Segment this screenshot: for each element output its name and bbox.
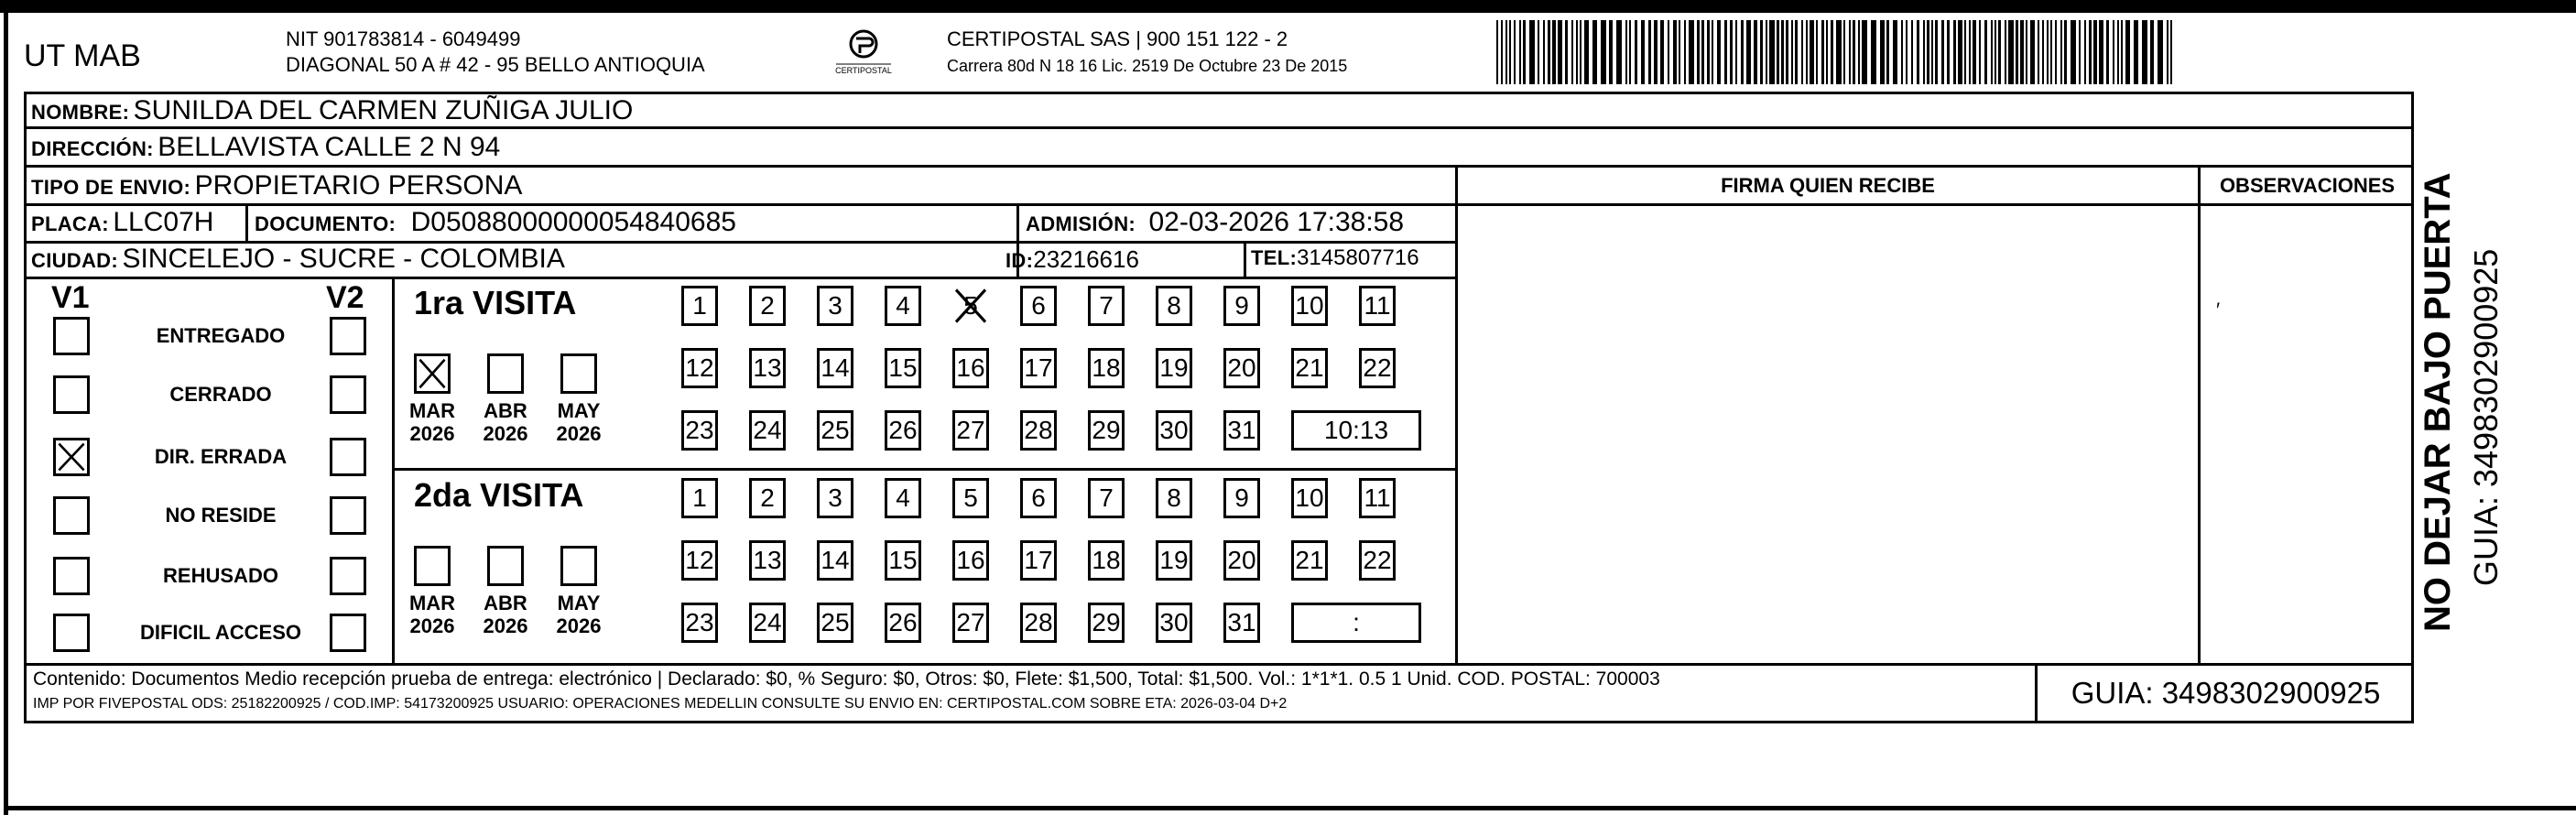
day-box[interactable]: 26 (885, 410, 921, 451)
day-box[interactable]: 29 (1088, 410, 1125, 451)
barcode-bar (2117, 20, 2119, 84)
day-box[interactable]: 28 (1020, 410, 1057, 451)
barcode-bar (1592, 20, 1597, 84)
barcode-bar (1911, 20, 1913, 84)
day-box[interactable]: 12 (681, 540, 718, 581)
day-box[interactable]: 23 (681, 603, 718, 643)
barcode-bar (1849, 20, 1851, 84)
barcode-bar (1543, 20, 1545, 84)
status-label: NO RESIDE (165, 504, 277, 527)
day-box[interactable]: 4 (885, 478, 921, 518)
time-box[interactable]: 10:13 (1291, 410, 1421, 451)
barcode-bar (1801, 20, 1803, 84)
barcode-bar (2089, 20, 2092, 84)
admission-value: 02-03-2026 17:38:58 (1148, 207, 1405, 237)
day-box[interactable]: 18 (1088, 540, 1125, 581)
visit2-title: 2da VISITA (414, 476, 584, 514)
status-v2-checkbox[interactable] (330, 557, 366, 595)
footer-content: Contenido: Documentos Medio recepción prueba de entrega: electrónico | Declarado: $0, % Seguro: $0, Otros: $0, Flete: $1,500, Total: $1,500. Vol.: 1*1*1. 0.5 1 Unid. COD. POSTAL: 700003 (33, 668, 1660, 690)
barcode-bar (1496, 20, 1498, 84)
day-box[interactable]: 27 (952, 410, 989, 451)
barcode-bar (1927, 20, 1929, 84)
day-box[interactable]: 7 (1088, 286, 1125, 326)
status-label: DIR. ERRADA (154, 445, 288, 468)
barcode-bar (2121, 20, 2123, 84)
barcode-bar (1625, 20, 1627, 84)
status-v1-checkbox[interactable] (53, 375, 90, 414)
barcode-bar (1538, 20, 1539, 84)
barcode-bar (1871, 20, 1876, 84)
footer-print-info: IMP POR FIVEPOSTAL ODS: 25182200925 / COD.IMP: 54173200925 USUARIO: OPERACIONES MEDELLIN CONSULTE SU ENVIO EN: CERTIPOSTAL.COM SOBRE ETA: 2026-03-04 D+2 (33, 696, 1288, 712)
barcode-bar (1641, 20, 1645, 84)
day-box[interactable]: 19 (1156, 348, 1192, 388)
barcode-bar (1979, 20, 1981, 84)
barcode-bar (1886, 20, 1889, 84)
visit1-title: 1ra VISITA (414, 284, 577, 321)
top-border (0, 0, 2576, 13)
day-box[interactable]: 21 (1291, 348, 1328, 388)
barcode-bar (1529, 20, 1535, 84)
barcode-bar (1629, 20, 1631, 84)
month-name: MAY (557, 399, 601, 422)
id-cell: ID:23216616 (1005, 245, 1139, 273)
barcode-bar (2150, 20, 2154, 84)
barcode-bar (1806, 20, 1808, 84)
barcode-bar (1654, 20, 1658, 84)
barcode-bar (1679, 20, 1680, 84)
barcode-bar (1712, 20, 1713, 84)
observations-header: OBSERVACIONES (2219, 174, 2396, 197)
plate-cell: PLACA: LLC07H (31, 207, 214, 237)
day-box[interactable]: 29 (1088, 603, 1125, 643)
barcode-bar (1501, 20, 1503, 84)
barcode-bar (1984, 20, 1987, 84)
day-box[interactable]: 6 (1020, 478, 1057, 518)
barcode-bar (1754, 20, 1757, 84)
carrier-license: Carrera 80d N 18 16 Lic. 2519 De Octubre 23 De 2015 (947, 57, 1348, 75)
barcode-bar (2038, 20, 2039, 84)
barcode-bar (1635, 20, 1637, 84)
day-box[interactable]: 22 (1359, 540, 1396, 581)
day-box[interactable]: 4 (885, 286, 921, 326)
barcode-bar (1958, 20, 1962, 84)
no-dejar-warning: NO DEJAR BAJO PUERTA (2418, 172, 2458, 632)
company-nit: NIT 901783814 - 6049499 (286, 27, 521, 50)
barcode-bar (1571, 20, 1573, 84)
barcode-bar (2005, 20, 2006, 84)
month-label (551, 399, 606, 445)
barcode (1496, 20, 2179, 84)
day-box[interactable]: 31 (1223, 410, 1260, 451)
barcode-bar (1826, 20, 1828, 84)
barcode-bar (1730, 20, 1733, 84)
barcode-bar (1660, 20, 1664, 84)
barcode-bar (1769, 20, 1775, 84)
day-box[interactable]: 13 (749, 348, 786, 388)
day-box[interactable]: 23 (681, 410, 718, 451)
cross-mark-icon (56, 440, 87, 473)
id-value: 23216616 (1033, 245, 1139, 273)
month-checkbox[interactable] (560, 353, 597, 394)
day-box[interactable]: 1 (681, 286, 718, 326)
barcode-bar (1994, 20, 1996, 84)
month-label (551, 592, 606, 637)
barcode-bar (2113, 20, 2114, 84)
barcode-bar (1880, 20, 1885, 84)
month-year: 2026 (483, 422, 528, 445)
barcode-bar (1964, 20, 1966, 84)
barcode-bar (2030, 20, 2035, 84)
barcode-bar (1735, 20, 1737, 84)
footer-guia: GUIA: 3498302900925 (2071, 676, 2381, 710)
barcode-bar (1724, 20, 1727, 84)
status-v2-checkbox[interactable] (330, 496, 366, 535)
status-v1-checkbox[interactable] (53, 496, 90, 535)
barcode-bar (1821, 20, 1824, 84)
day-box[interactable]: 14 (817, 540, 853, 581)
status-v1-checkbox[interactable] (53, 317, 90, 355)
day-box[interactable]: 7 (1088, 478, 1125, 518)
side-guia: GUIA: 3498302900925 (2467, 248, 2505, 586)
day-box[interactable]: 30 (1156, 603, 1192, 643)
day-box[interactable]: 27 (952, 603, 989, 643)
day-box[interactable]: 17 (1020, 540, 1057, 581)
day-box[interactable]: 26 (885, 603, 921, 643)
city-value: SINCELEJO - SUCRE - COLOMBIA (122, 244, 565, 274)
barcode-bar (1781, 20, 1784, 84)
barcode-bar (1609, 20, 1613, 84)
month-year: 2026 (556, 614, 602, 637)
address-row: DIRECCIÓN: BELLAVISTA CALLE 2 N 94 (31, 132, 501, 162)
certipostal-logo: CERTIPOSTAL (829, 26, 898, 81)
day-box[interactable]: 9 (1223, 478, 1260, 518)
barcode-bar (1836, 20, 1842, 84)
barcode-bar (1810, 20, 1814, 84)
document-value: D05088000000054840685 (410, 207, 736, 237)
v1-header: V1 (51, 280, 90, 315)
barcode-bar (2008, 20, 2014, 84)
signature-header: FIRMA QUIEN RECIBE (1721, 174, 1935, 197)
barcode-bar (2016, 20, 2018, 84)
day-box[interactable]: 3 (817, 478, 853, 518)
cross-mark-icon (417, 356, 448, 391)
day-box[interactable]: 8 (1156, 478, 1192, 518)
barcode-bar (1648, 20, 1651, 84)
day-box[interactable]: 16 (952, 348, 989, 388)
type-row: TIPO DE ENVIO: PROPIETARIO PERSONA (31, 170, 523, 201)
barcode-bar (2042, 20, 2044, 84)
recipient-name: SUNILDA DEL CARMEN ZUÑIGA JULIO (133, 95, 634, 125)
month-name: ABR (484, 592, 527, 614)
day-box[interactable]: 21 (1291, 540, 1328, 581)
day-box[interactable]: 25 (817, 410, 853, 451)
barcode-bar (2134, 20, 2138, 84)
barcode-bar (1558, 20, 1562, 84)
day-box[interactable]: 20 (1223, 348, 1260, 388)
barcode-bar (1552, 20, 1556, 84)
status-v1-checkbox[interactable] (53, 614, 90, 652)
status-label: REHUSADO (163, 564, 278, 587)
day-box[interactable]: 15 (885, 348, 921, 388)
status-v2-checkbox[interactable] (330, 317, 366, 355)
month-checkbox[interactable] (487, 353, 524, 394)
day-box[interactable]: 14 (817, 348, 853, 388)
carrier-name: CERTIPOSTAL SAS | 900 151 122 - 2 (947, 27, 1288, 50)
v2-header: V2 (326, 280, 364, 315)
month-year: 2026 (556, 422, 602, 445)
barcode-bar (2142, 20, 2147, 84)
status-v2-checkbox[interactable] (330, 438, 366, 476)
barcode-bar (2079, 20, 2081, 84)
day-box[interactable]: 19 (1156, 540, 1192, 581)
barcode-bar (1689, 20, 1694, 84)
month-checkbox[interactable] (487, 546, 524, 586)
month-label (478, 592, 533, 637)
day-box[interactable]: 10 (1291, 286, 1328, 326)
barcode-bar (1923, 20, 1925, 84)
month-label (405, 399, 460, 445)
barcode-bar (1973, 20, 1976, 84)
day-box[interactable]: 6 (1020, 286, 1057, 326)
status-v2-checkbox[interactable] (330, 614, 366, 652)
barcode-bar (2047, 20, 2049, 84)
recipient-address: BELLAVISTA CALLE 2 N 94 (158, 132, 501, 162)
barcode-bar (2167, 20, 2168, 84)
tel-cell: TEL:3145807716 (1251, 245, 1419, 270)
month-year: 2026 (409, 614, 455, 637)
barcode-bar (1565, 20, 1568, 84)
day-box[interactable]: 8 (1156, 286, 1192, 326)
barcode-bar (1707, 20, 1710, 84)
day-box[interactable]: 11 (1359, 478, 1396, 518)
status-label: ENTREGADO (156, 324, 286, 347)
barcode-bar (2050, 20, 2052, 84)
day-box[interactable]: 18 (1088, 348, 1125, 388)
barcode-bar (1717, 20, 1721, 84)
day-box[interactable]: 28 (1020, 603, 1057, 643)
bottom-border (4, 806, 2576, 810)
barcode-bar (2020, 20, 2024, 84)
barcode-bar (1831, 20, 1833, 84)
barcode-bar (1509, 20, 1511, 84)
barcode-bar (1576, 20, 1578, 84)
barcode-bar (1616, 20, 1622, 84)
status-v1-checkbox[interactable] (53, 557, 90, 595)
left-border (4, 0, 8, 815)
barcode-bar (1795, 20, 1798, 84)
barcode-bar (1935, 20, 1938, 84)
barcode-bar (1548, 20, 1550, 84)
barcode-bar (2125, 20, 2130, 84)
month-name: MAR (408, 592, 456, 614)
barcode-bar (1893, 20, 1897, 84)
month-checkbox[interactable] (560, 546, 597, 586)
status-label: DIFICIL ACCESO (139, 621, 301, 644)
barcode-bar (1514, 20, 1516, 84)
day-box[interactable]: 15 (885, 540, 921, 581)
barcode-bar (1505, 20, 1507, 84)
name-row: NOMBRE: SUNILDA DEL CARMEN ZUÑIGA JULIO (31, 95, 634, 125)
barcode-bar (1853, 20, 1855, 84)
day-box[interactable]: 12 (681, 348, 718, 388)
month-checkbox[interactable] (414, 546, 451, 586)
barcode-bar (2170, 20, 2172, 84)
day-box[interactable]: 24 (749, 603, 786, 643)
month-year: 2026 (409, 422, 455, 445)
barcode-bar (2106, 20, 2109, 84)
city-cell: CIUDAD: SINCELEJO - SUCRE - COLOMBIA (31, 244, 565, 274)
tel-value: 3145807716 (1297, 245, 1419, 270)
barcode-bar (1969, 20, 1971, 84)
barcode-bar (1673, 20, 1677, 84)
status-v2-checkbox[interactable] (330, 375, 366, 414)
barcode-bar (2084, 20, 2086, 84)
day-box[interactable]: 20 (1223, 540, 1260, 581)
day-box[interactable]: 1 (681, 478, 718, 518)
month-name: MAR (408, 399, 456, 422)
day-box[interactable]: 9 (1223, 286, 1260, 326)
day-box[interactable]: 30 (1156, 410, 1192, 451)
day-box[interactable]: 5 (952, 478, 989, 518)
plate-value: LLC07H (113, 207, 214, 237)
status-label: CERRADO (169, 383, 272, 406)
day-box[interactable]: 2 (749, 478, 786, 518)
day-box[interactable]: 17 (1020, 348, 1057, 388)
company-name: UT MAB (24, 38, 141, 73)
barcode-bar (1858, 20, 1860, 84)
company-address: DIAGONAL 50 A # 42 - 95 BELLO ANTIOQUIA (286, 53, 705, 76)
month-name: ABR (484, 399, 527, 422)
barcode-bar (1906, 20, 1908, 84)
time-box[interactable]: : (1291, 603, 1421, 643)
month-name: MAY (557, 592, 601, 614)
barcode-bar (2099, 20, 2103, 84)
barcode-bar (1601, 20, 1606, 84)
barcode-bar (1741, 20, 1744, 84)
day-box[interactable]: 10 (1291, 478, 1328, 518)
barcode-bar (1701, 20, 1704, 84)
barcode-bar (2060, 20, 2062, 84)
day-box[interactable]: 5 (952, 286, 989, 326)
status-v1-checkbox[interactable] (53, 438, 90, 476)
barcode-bar (2093, 20, 2097, 84)
barcode-bar (1746, 20, 1751, 84)
barcode-bar (1786, 20, 1788, 84)
day-box[interactable]: 24 (749, 410, 786, 451)
day-box[interactable]: 2 (749, 286, 786, 326)
day-box[interactable]: 16 (952, 540, 989, 581)
day-box[interactable]: 31 (1223, 603, 1260, 643)
barcode-bar (1941, 20, 1944, 84)
barcode-bar (1668, 20, 1669, 84)
barcode-bar (2026, 20, 2027, 84)
barcode-bar (1998, 20, 2001, 84)
barcode-bar (1791, 20, 1793, 84)
observation-mark: ′ (2216, 299, 2221, 321)
barcode-bar (2064, 20, 2067, 84)
barcode-bar (2071, 20, 2076, 84)
barcode-bar (2158, 20, 2163, 84)
barcode-bar (1901, 20, 1903, 84)
month-label (478, 399, 533, 445)
day-box[interactable]: 13 (749, 540, 786, 581)
month-year: 2026 (483, 614, 528, 637)
barcode-bar (1766, 20, 1767, 84)
month-checkbox[interactable] (414, 353, 451, 394)
day-box[interactable]: 3 (817, 286, 853, 326)
shipment-type: PROPIETARIO PERSONA (194, 170, 523, 201)
barcode-bar (1519, 20, 1521, 84)
barcode-bar (2055, 20, 2057, 84)
barcode-bar (1584, 20, 1589, 84)
document-cell: DOCUMENTO: D05088000000054840685 (255, 207, 736, 237)
barcode-bar (1684, 20, 1686, 84)
barcode-bar (1816, 20, 1818, 84)
barcode-bar (1760, 20, 1763, 84)
barcode-bar (1862, 20, 1867, 84)
barcode-bar (1947, 20, 1950, 84)
barcode-bar (1991, 20, 1993, 84)
day-box[interactable]: 25 (817, 603, 853, 643)
barcode-bar (1917, 20, 1919, 84)
barcode-bar (1580, 20, 1581, 84)
month-label (405, 592, 460, 637)
barcode-bar (1523, 20, 1526, 84)
admission-cell: ADMISIÓN: 02-03-2026 17:38:58 (1026, 207, 1405, 237)
barcode-bar (1697, 20, 1700, 84)
barcode-bar (1843, 20, 1845, 84)
barcode-bar (1953, 20, 1956, 84)
barcode-bar (1777, 20, 1779, 84)
day-box[interactable]: 22 (1359, 348, 1396, 388)
day-box[interactable]: 11 (1359, 286, 1396, 326)
barcode-bar (1931, 20, 1933, 84)
cross-mark-icon (952, 286, 989, 326)
